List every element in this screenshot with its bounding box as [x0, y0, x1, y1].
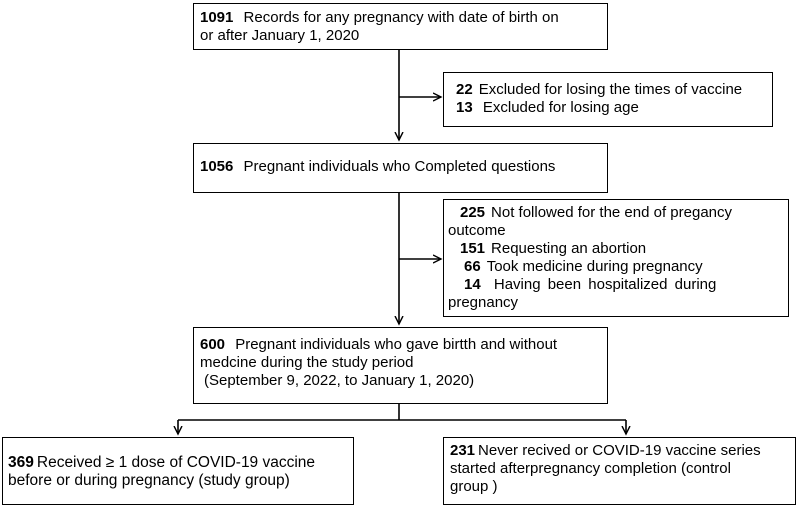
excl1-item1-count: 22	[456, 81, 473, 98]
study-text-2: before or during pregnancy (study group)	[8, 472, 290, 489]
excl2-item4-count: 14	[464, 276, 481, 293]
box-exclusion-2	[443, 199, 789, 317]
records-text: Records for any pregnancy with date of birth on	[243, 9, 559, 26]
study-text: Received ≥ 1 dose of COVID-19 vaccine	[36, 454, 316, 471]
box-records	[193, 3, 608, 50]
box-control-group	[443, 437, 796, 505]
completed-count: 1056	[200, 158, 234, 175]
eligible-text: Pregnant individuals who gave birtth and without	[235, 336, 558, 353]
completed-text: Pregnant individuals who Completed questions	[243, 158, 556, 175]
control-count: 231	[450, 442, 476, 459]
control-text-2: started afterpregnancy completion (control	[450, 460, 731, 477]
control-text: Never recived or COVID-19 vaccine series	[478, 442, 761, 459]
box-completed	[193, 143, 608, 193]
excl2-item1-count: 225	[460, 204, 486, 221]
box-exclusion-1	[443, 72, 773, 127]
records-text-2: or after January 1, 2020	[200, 27, 360, 44]
records-count: 1091	[200, 9, 234, 26]
eligible-text-2: medcine during the study period	[200, 354, 414, 371]
excl2-item1-text: Not followed for the end of pregancy	[491, 204, 733, 221]
box-study-group	[2, 437, 354, 505]
excl2-item3-count: 66	[464, 258, 481, 275]
excl1-item2-text: Excluded for losing age	[482, 99, 639, 116]
control-text-3: group )	[450, 478, 498, 495]
box-eligible	[193, 327, 608, 404]
eligible-count: 600	[200, 336, 226, 353]
excl2-item4-text-2: pregnancy	[448, 294, 519, 311]
excl1-item2-count: 13	[456, 99, 473, 116]
excl2-item2-count: 151	[460, 240, 486, 257]
study-count: 369	[8, 454, 34, 471]
excl2-item4-text: Having been hospitalized during	[493, 276, 717, 293]
excl2-item2-text: Requesting an abortion	[491, 240, 647, 257]
eligible-text-3: (September 9, 2022, to January 1, 2020)	[204, 372, 475, 389]
excl1-item1-text: Excluded for losing the times of vaccine	[478, 81, 743, 98]
excl2-item1-text-2: outcome	[448, 222, 506, 239]
excl2-item3-text: Took medicine during pregnancy	[486, 258, 703, 275]
